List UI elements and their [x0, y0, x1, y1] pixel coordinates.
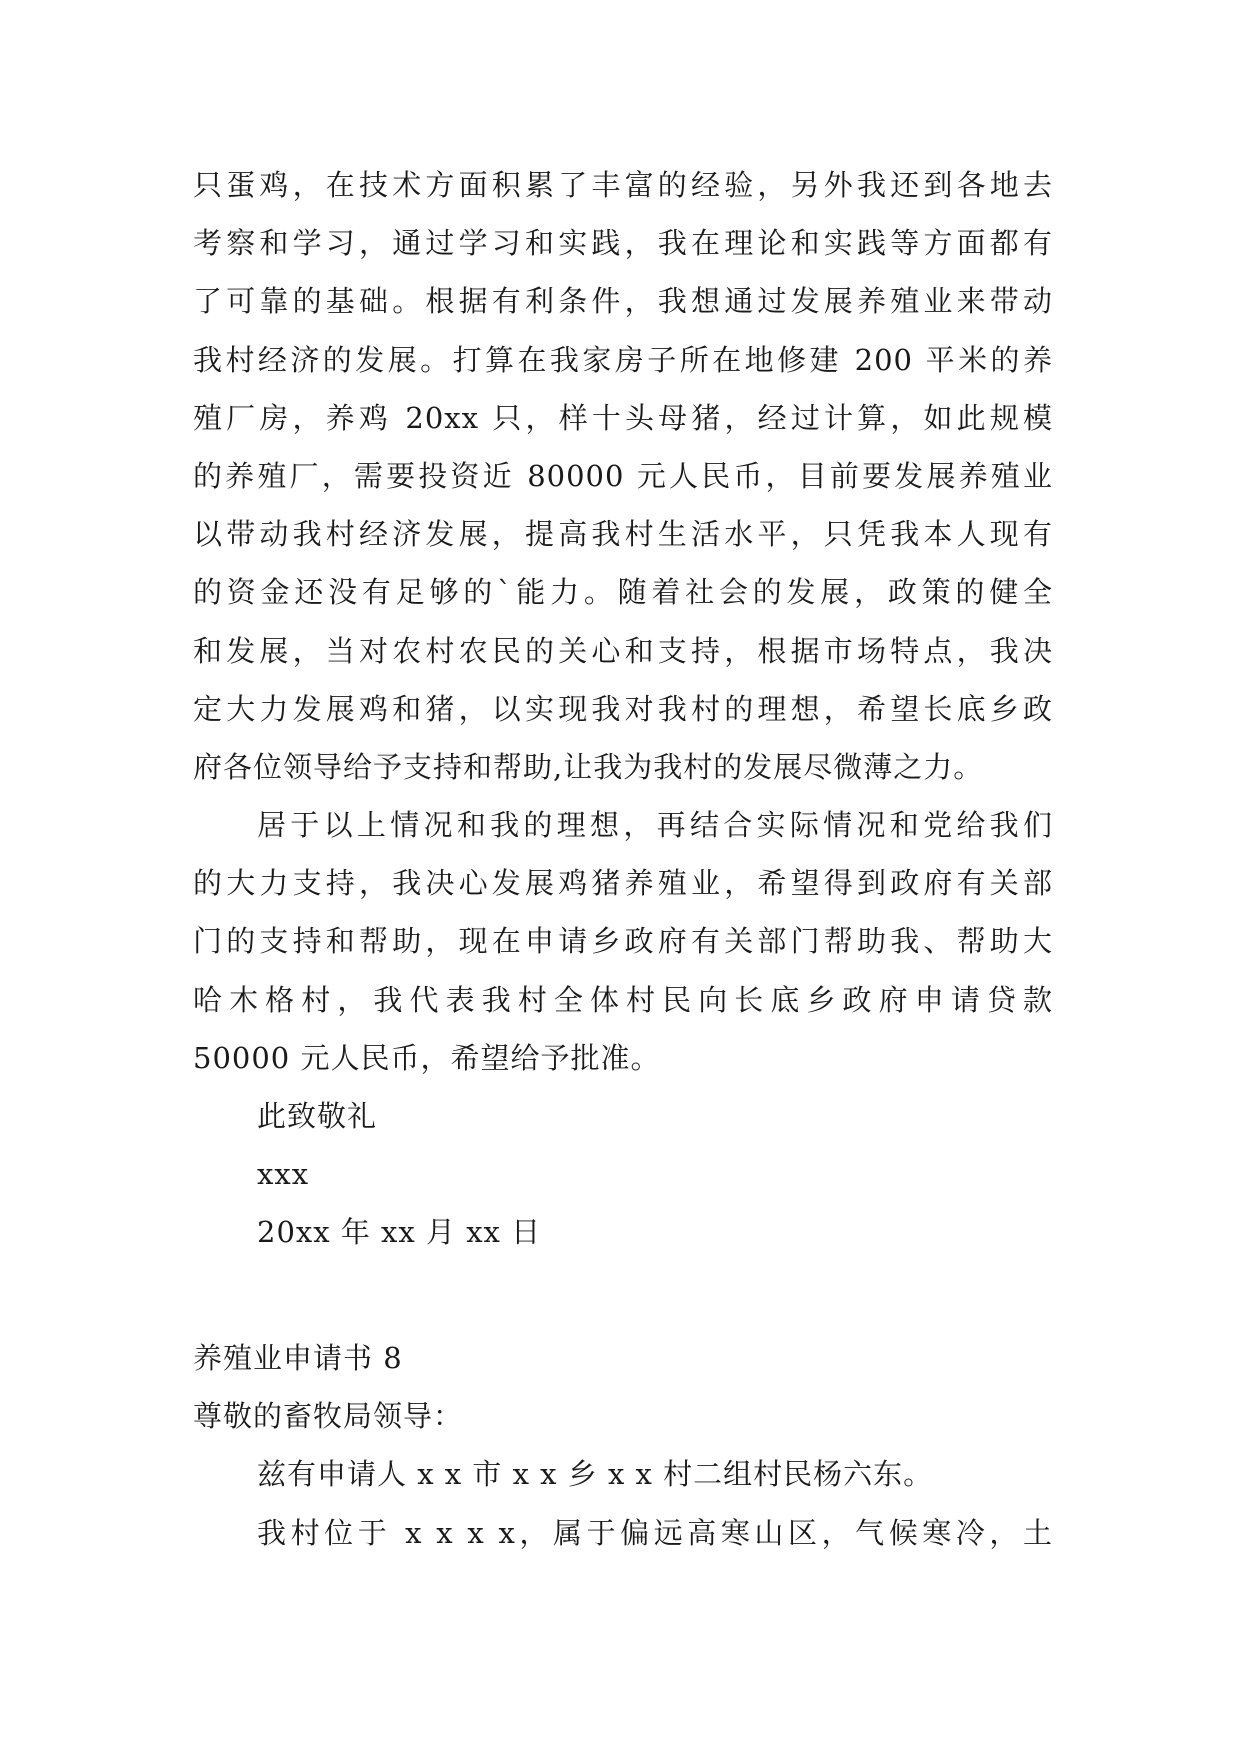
paragraph-line: 定大力发展鸡和猪，以实现我对我村的理想，希望长底乡政 — [193, 691, 1053, 726]
paragraph-line: 哈木格村，我代表我村全体村民向长底乡政府申请贷款 — [193, 982, 1053, 1017]
paragraph-line: 考察和学习，通过学习和实践，我在理论和实践等方面都有 — [193, 226, 1053, 261]
signature-name: xxx — [257, 1157, 310, 1192]
application-8-body — [193, 1329, 1053, 1562]
paragraph-line: 的养殖厂，需要投资近 80000 元人民币，目前要发展养殖业 — [193, 458, 1053, 493]
application-letter-body — [193, 156, 1053, 1262]
signature-date: 20xx 年 xx 月 xx 日 — [257, 1215, 542, 1250]
paragraph-line: 50000 元人民币，希望给予批准。 — [193, 1040, 661, 1075]
paragraph-line: 了可靠的基础。根据有利条件，我想通过发展养殖业来带动 — [193, 284, 1053, 319]
paragraph-line: 的资金还没有足够的`能力。随着社会的发展，政策的健全 — [193, 575, 1053, 610]
paragraph-line: 以带动我村经济发展，提高我村生活水平，只凭我本人现有 — [193, 517, 1053, 552]
paragraph-line: 只蛋鸡，在技术方面积累了丰富的经验，另外我还到各地去 — [193, 168, 1053, 202]
paragraph-line: 我村位于 x x x x，属于偏远高寒山区，气候寒冷，土 — [257, 1515, 1053, 1550]
paragraph-line: 和发展，当对农村农民的关心和支持，根据市场特点，我决 — [193, 633, 1053, 668]
paragraph-line: 居于以上情况和我的理想，再结合实际情况和党给我们 — [257, 808, 1053, 843]
paragraph-line: 门的支持和帮助，现在申请乡政府有关部门帮助我、帮助大 — [193, 924, 1053, 959]
paragraph-line: 我村经济的发展。打算在我家房子所在地修建 200 平米的养 — [193, 342, 1053, 377]
paragraph-line: 府各位领导给予支持和帮助,让我为我村的发展尽微薄之力。 — [193, 749, 984, 784]
paragraph-line: 兹有申请人 x x 市 x x 乡 x x 村二组村民杨六东。 — [257, 1457, 934, 1492]
letter-greeting: 尊敬的畜牧局领导： — [193, 1399, 464, 1434]
closing-salutation: 此致敬礼 — [257, 1099, 378, 1133]
paragraph-line: 殖厂房，养鸡 20xx 只，样十头母猪，经过计算，如此规模 — [193, 400, 1053, 435]
section-title: 养殖业申请书 8 — [193, 1341, 403, 1375]
paragraph-line: 的大力支持，我决心发展鸡猪养殖业，希望得到政府有关部 — [193, 866, 1053, 901]
